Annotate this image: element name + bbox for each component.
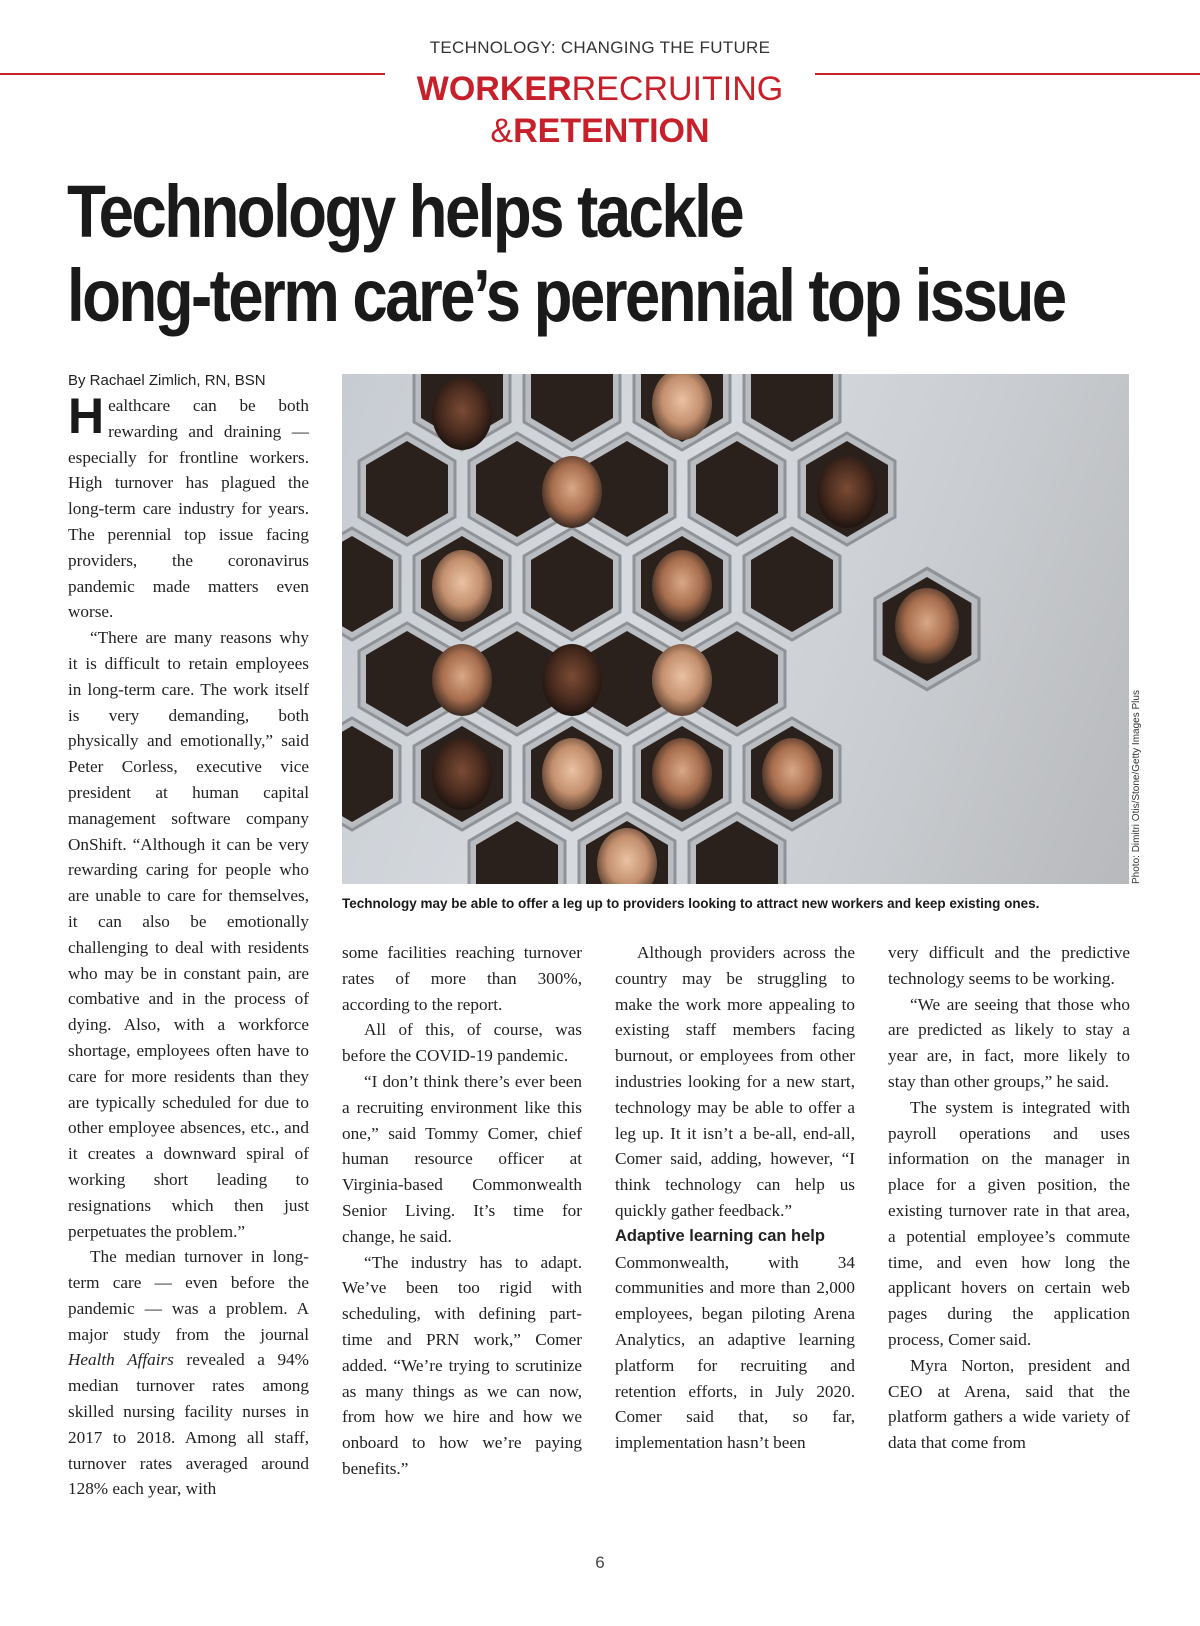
headline-line-1: Technology helps tackle — [67, 170, 743, 253]
section-word-retention: RETENTION — [513, 112, 710, 150]
paragraph: All of this, of course, was before the COVID-19 pandemic. — [342, 1020, 582, 1066]
section-word-recruiting: RECRUITING — [571, 70, 784, 108]
paragraph: Although providers across the country may be struggling to make the work more appealing to existing staff members facing burnout, or employees from other industries looking for a new start, technology may be able to offer a leg up. It it isn’t a be-all, end-all, Comer said, adding, however, “I think technology can help us quickly gather feedback.” — [615, 943, 855, 1220]
paragraph — [68, 388, 309, 625]
paragraph: “I don’t think there’s ever been a recruiting environment like this one,” said Tommy Comer, chief human resource officer at Virginia-based Commonwealth Senior Living. It’s time for change, he said. — [342, 1071, 582, 1246]
byline: By Rachael Zimlich, RN, BSN — [68, 372, 266, 389]
subheading: Adaptive learning can help — [615, 1226, 825, 1245]
section-kicker: TECHNOLOGY: CHANGING THE FUTURE — [429, 38, 771, 57]
section-ampersand: & — [490, 112, 514, 150]
photo-credit: Photo: Dimitri Otis/Stone/Getty Images Plus — [1131, 690, 1142, 884]
paragraph — [68, 1244, 309, 1502]
paragraph: Commonwealth, with 34 communities and more than 2,000 employees, began piloting Arena Analytics, an adaptive learning platform for recruiting and retention efforts, in July 2020. Comer said that, so far, implementation hasn’t been — [615, 1252, 855, 1453]
page-number: 6 — [595, 1553, 605, 1572]
paragraph-text: The median turnover in long-term care — even before the pandemic — was a problem. A major study from the journal — [68, 1247, 309, 1344]
hex-grid — [342, 374, 979, 884]
paragraph: The system is integrated with payroll operations and uses information on the manager in place for a given position, the existing turnover rate in that area, a potential employee’s commute time, and even how long the applicant hovers on certain web pages during the application process, Comer said. — [888, 1097, 1130, 1349]
paragraph-text: revealed a 94% median turnover rates among skilled nursing facility nurses in 2017 to 2018. Among all staff, turnover rates averaged around 128% each year, with — [68, 1350, 310, 1499]
section-word-worker: WORKER — [416, 70, 572, 108]
photo-caption: Technology may be able to offer a leg up to providers looking to attract new workers and keep existing ones. — [342, 896, 1040, 911]
paragraph: Myra Norton, president and CEO at Arena, said that the platform gathers a wide variety of data that come from — [888, 1355, 1130, 1453]
paragraph: “The industry has to adapt. We’ve been too rigid with scheduling, with defining part-time and PRN work,” Comer added. “We’re trying to scrutinize as many things as we can now, from how we hire and how we onboard to how we’re paying benefits.” — [342, 1252, 582, 1478]
body-column-3 — [615, 940, 855, 1456]
paragraph: “There are many reasons why it is difficult to retain employees in long-term care. The work itself is very demanding, both physically and emotionally,” said Peter Corless, executive vice president at human capital management software company OnShift. “Although it can be very rewarding caring for people who are unable to care for themselves, it can also be emotionally challenging to deal with residents who may be in constant pain, are combative and in the process of dying. Also, with a workforce shortage, employees often have to care for more residents than they are typically scheduled for due to other employee absences, etc., and it creates a downward spiral of working short leading to resignations which then just perpetuates the problem.” — [68, 628, 309, 1241]
hero-photo — [342, 374, 1129, 884]
paragraph: some facilities reaching turnover rates of more than 300%, according to the report. — [342, 943, 582, 1014]
paragraph: very difficult and the predictive technology seems to be working. — [888, 943, 1130, 988]
body-column-1 — [68, 388, 310, 1502]
body-column-4 — [888, 940, 1130, 1456]
hexagon-faces-illustration — [342, 374, 1129, 884]
drop-cap: H — [68, 388, 105, 444]
section-title-line2 — [0, 112, 1200, 150]
body-column-2 — [342, 940, 582, 1482]
article-headline — [67, 170, 1065, 338]
paragraph-text: ealthcare can be both rewarding and draining — especially for frontline workers. High turnover has plagued the long-term care industry for years. The perennial top issue facing providers, the coronavirus pandemic made matters even worse. — [68, 396, 309, 622]
paragraph: “We are seeing that those who are predicted as likely to stay a year are, in fact, more likely to stay than other groups,” he said. — [888, 994, 1130, 1091]
headline-line-2: long-term care’s perennial top issue — [67, 254, 1065, 337]
section-title-line1 — [0, 70, 1200, 108]
journal-name: Health Affairs — [68, 1350, 174, 1370]
